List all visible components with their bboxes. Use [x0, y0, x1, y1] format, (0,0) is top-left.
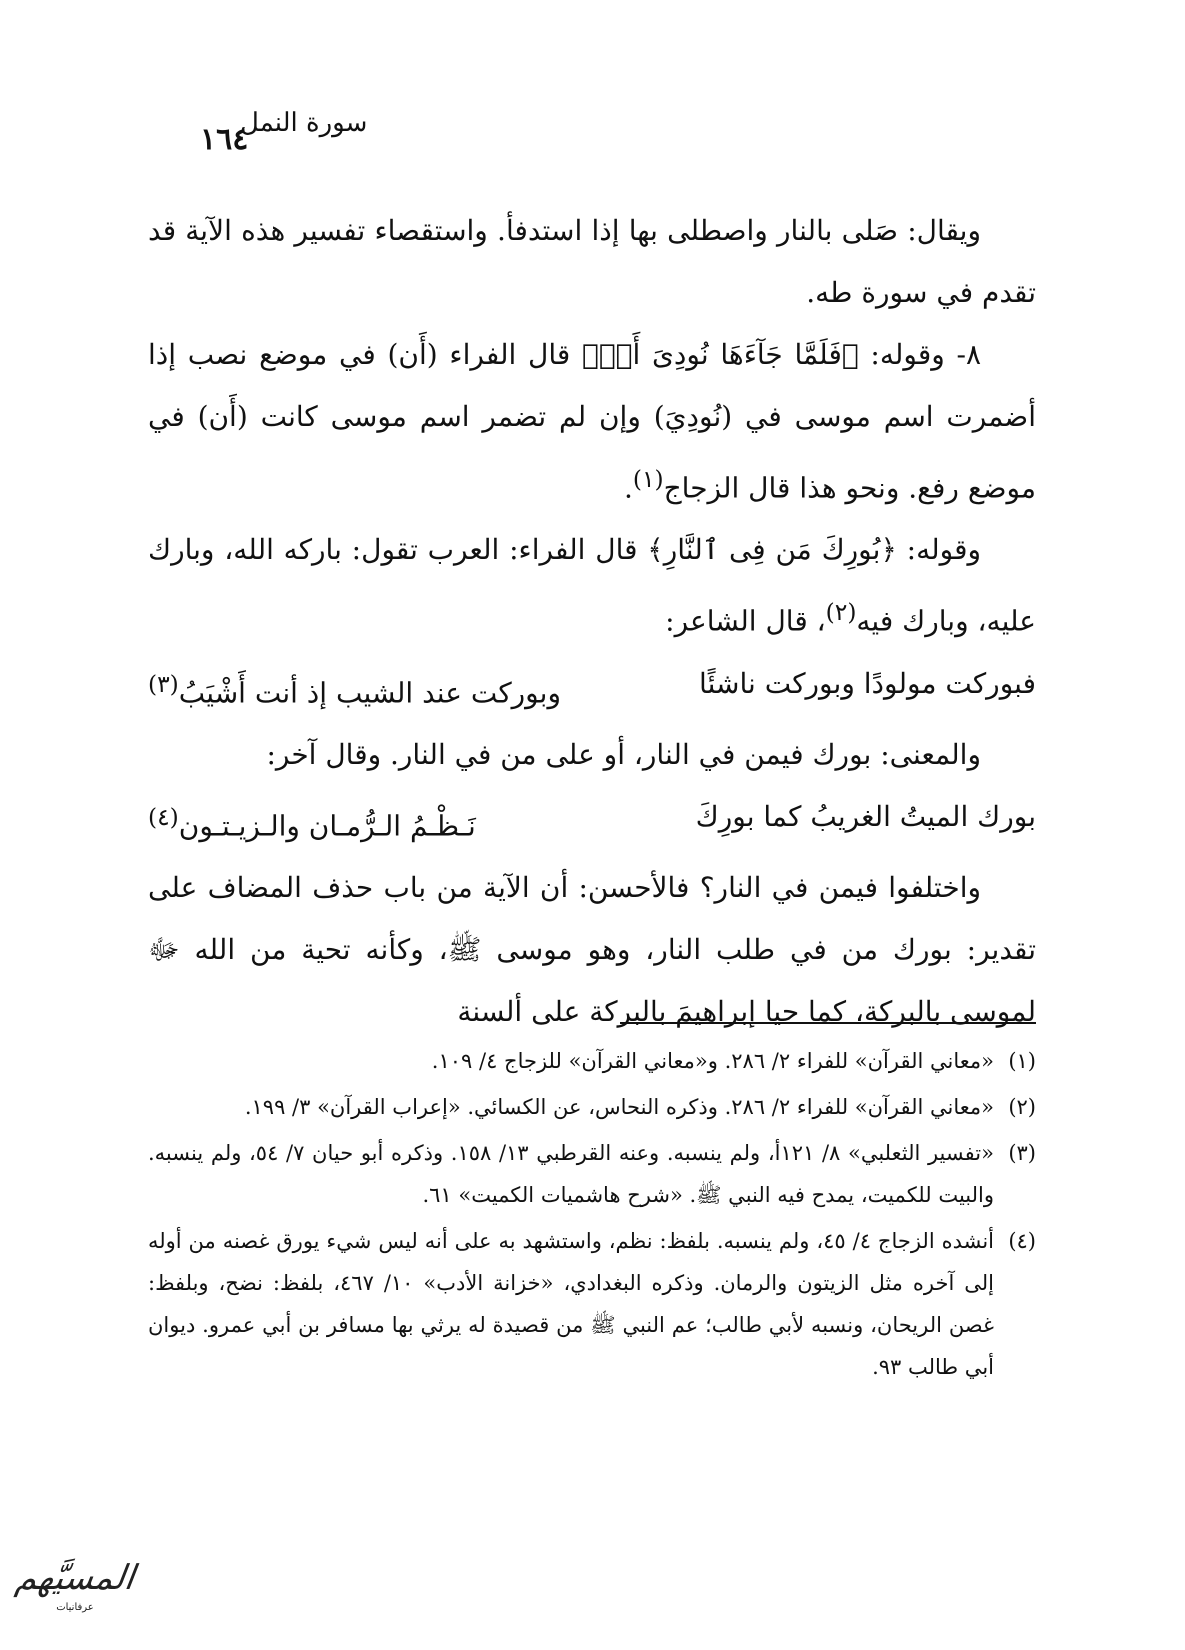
- footnote-number: (٤): [1008, 1229, 1036, 1253]
- footnote-3: [148, 1132, 1036, 1216]
- footnote-ref-2: (٢): [825, 598, 857, 627]
- footnote-text: «تفسير الثعلبي» ٨/ ١٢١أ، ولم ينسبه. وعنه القرطبي ١٣/ ١٥٨. وذكره أبو حيان ٧/ ٥٤، ولم ينسبه. والبيت للكميت، يمدح فيه النبي ﷺ. «شرح هاشميات الكميت» ٦١.: [148, 1141, 994, 1207]
- verse-2-second-hemistich: [148, 786, 476, 857]
- main-text: [148, 200, 1036, 1043]
- verse-1-first-hemistich: فبوركت مولودًا وبوركت ناشئًا: [699, 666, 1036, 700]
- footnote-number: (٣): [1008, 1141, 1036, 1165]
- verse-2-second-text: نَـظْـمُ الـرُّمـان والـزيـتـون: [178, 809, 476, 843]
- verse-1-second-hemistich: [148, 653, 561, 724]
- footnote-ref-4: (٤): [148, 802, 179, 831]
- verse-1-second-text: وبوركت عند الشيب إذ أنت أَشْيَبُ: [178, 675, 561, 709]
- poetry-verse-1: [148, 653, 1036, 724]
- paragraph-2: [148, 324, 1036, 519]
- footnotes: [148, 1040, 1036, 1392]
- paragraph-3-text: وقوله: ﴿بُورِكَ مَن فِى ٱلنَّارِ﴾ قال الفراء: العرب تقول: باركه الله، وبارك عليه، وبارك فيه: [148, 533, 1036, 638]
- footnote-4: [148, 1220, 1036, 1388]
- paragraph-1: ويقال: صَلى بالنار واصطلى بها إذا استدفأ. واستقصاء تفسير هذه الآية قد تقدم في سورة طه.: [148, 214, 1036, 309]
- surah-title: سورة النمل: [240, 108, 368, 138]
- page-header: [200, 108, 945, 158]
- paragraph-2-end: .: [623, 471, 633, 505]
- paragraph-2-text: ٨- وقوله: ﴿فَلَمَّا جَآءَهَا نُودِىَ أَنۢ﴾ قال الفراء (أَن) في موضع نصب إذا أضمرت اسم موسى في (نُودِيَ) وإن لم تضمر اسم موسى كانت (أَن) في موضع رفع. ونحو هذا قال الزجاج: [148, 338, 1036, 505]
- footnote-1: [148, 1040, 1036, 1082]
- page-number: ١٦٤: [200, 122, 249, 157]
- logo-calligraphy: المسيَّهم: [13, 1558, 137, 1598]
- paragraph-5: واختلفوا فيمن في النار؟ فالأحسن: أن الآية من باب حذف المضاف على تقدير: بورك من في طلب النار، وهو موسى ﷺ، وكأنه تحية من الله ﷻ لموسى بالبركة، كما حيا إبراهيمَ بالبركة على ألسنة: [148, 871, 1036, 1029]
- footnote-ref-1: (١): [632, 465, 664, 493]
- footnote-number: (١): [1008, 1049, 1036, 1073]
- footnote-text: أنشده الزجاج ٤/ ٤٥، ولم ينسبه. بلفظ: نظم، واستشهد به على أنه ليس شيء يورق غصنه من أوله إلى آخره مثل الزيتون والرمان. وذكره البغدادي، «خزانة الأدب» ١٠/ ٤٦٧، بلفظ: نضح، وبلفظ: غصن الريحان، ونسبه لأبي طالب؛ عم النبي ﷺ من قصيدة له يرثي بها مسافر بن أبي عمرو. ديوان أبي طالب ٩٣.: [148, 1229, 995, 1379]
- footnote-2: [148, 1086, 1036, 1128]
- footnote-divider: [620, 1022, 1036, 1024]
- footnote-number: (٢): [1008, 1095, 1036, 1119]
- verse-2-first-hemistich: بورك الميتُ الغريبُ كما بورِكَ: [695, 799, 1036, 833]
- footnote-text: «معاني القرآن» للفراء ٢/ ٢٨٦. و«معاني القرآن» للزجاج ٤/ ١٠٩.: [431, 1049, 994, 1073]
- logo-subtitle: عرفانيات: [56, 1602, 94, 1613]
- paragraph-4: والمعنى: بورك فيمن في النار، أو على من في النار. وقال آخر:: [266, 737, 981, 771]
- paragraph-3-end: ، قال الشاعر:: [665, 604, 826, 638]
- poetry-verse-2: [148, 786, 1036, 857]
- publisher-logo: [10, 1555, 140, 1640]
- paragraph-3: [148, 519, 1036, 652]
- footnote-ref-3: (٣): [148, 669, 179, 698]
- footnote-text: «معاني القرآن» للفراء ٢/ ٢٨٦. وذكره النحاس، عن الكسائي. «إعراب القرآن» ٣/ ١٩٩.: [244, 1095, 994, 1119]
